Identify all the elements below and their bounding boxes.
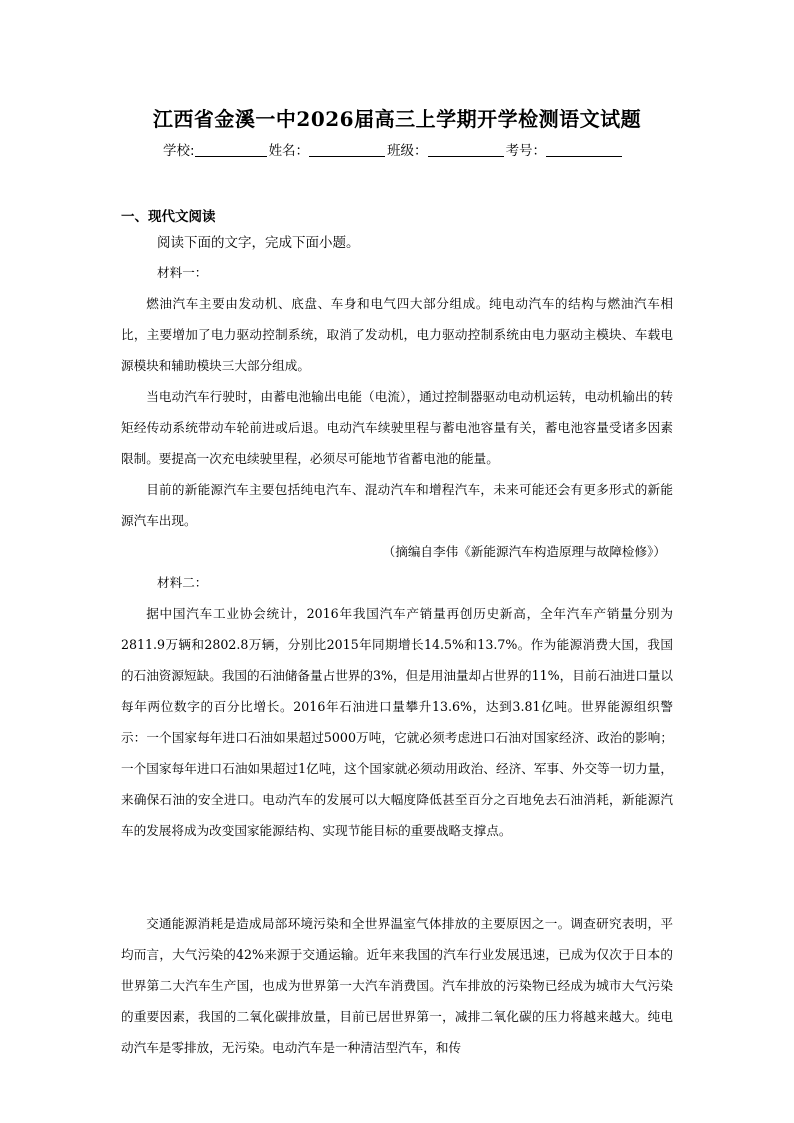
material2-label: 材料二： <box>157 575 208 590</box>
exam-no-label: 考号： <box>505 143 547 159</box>
material1-label: 材料一： <box>157 265 208 280</box>
material1-paragraph-1: 燃油汽车主要由发动机、底盘、车身和电气四大部分组成。纯电动汽车的结构与燃油汽车相比，主要增加了电力驱动控制系统，取消了发动机，电力驱动控制系统由电力驱动主模块、车载电源模块和辅助模块三大部分组成。 <box>121 296 673 373</box>
material1-paragraph-3: 目前的新能源汽车主要包括纯电汽车、混动汽车和增程汽车，未来可能还会有更多形式的新能源汽车出现。 <box>121 482 673 528</box>
exam-no-blank[interactable] <box>546 142 622 157</box>
reading-instruction: 阅读下面的文字，完成下面小题。 <box>157 235 360 251</box>
material2-paragraph-2: 交通能源消耗是造成局部环境污染和全世界温室气体排放的主要原因之一。调查研究表明，平均而言，大气污染的42%来源于交通运输。近年来我国的汽车行业发展迅速，已成为仅次于日本的世界第二大汽车生产国，也成为世界第一大汽车消费国。汽车排放的污染物已经成为城市大气污染的重要因素，我国的二氧化碳排放量，目前已居世界第一，减排二氧化碳的压力将越来越大。纯电动汽车是零排放，无污染。电动汽车是一种清洁型汽车，和传 <box>121 916 673 1055</box>
exam-title: 江西省金溪一中2026届高三上学期开学检测语文试题 <box>152 107 642 131</box>
school-blank[interactable] <box>195 142 267 157</box>
name-blank[interactable] <box>309 142 385 157</box>
class-label: 班级： <box>387 143 428 159</box>
student-info-row <box>163 139 624 159</box>
name-label: 姓名： <box>268 143 310 159</box>
material2-paragraph-1: 据中国汽车工业协会统计，2016年我国汽车产销量再创历史新高，全年汽车产销量分别为2811.9万辆和2802.8万辆，分别比2015年同期增长14.5%和13.7%。作为能源消费大国，我国的石油资源短缺。我国的石油储备量占世界的3%，但是用油量却占世界的11%，目前石油进口量以每年两位数字的百分比增长。2016年石油进口量攀升13.6%，达到3.81亿吨。世界能源组织警示：一个国家每年进口石油如果超过5000万吨，它就必须考虑进口石油对国家经济、政治的影响；一个国家每年进口石油如果超过1亿吨，这个国家就必须动用政治、经济、军事、外交等一切力量，来确保石油的安全进口。电动汽车的发展可以大幅度降低甚至百分之百地免去石油消耗，新能源汽车的发展将成为改变国家能源结构、实现节能目标的重要战略支撑点。 <box>121 606 673 838</box>
material1-source: （摘编自李伟《新能源汽车构造原理与故障检修》） <box>382 544 666 559</box>
material1-paragraph-2: 当电动汽车行驶时，由蓄电池输出电能（电流），通过控制器驱动电动机运转，电动机输出的转矩经传动系统带动车轮前进或后退。电动汽车续驶里程与蓄电池容量有关，蓄电池容量受诸多因素限制。要提高一次充电续驶里程，必须尽可能地节省蓄电池的能量。 <box>121 389 673 466</box>
section-heading: 一、现代文阅读 <box>121 209 216 225</box>
school-label: 学校: <box>163 143 195 159</box>
class-blank[interactable] <box>428 142 504 157</box>
